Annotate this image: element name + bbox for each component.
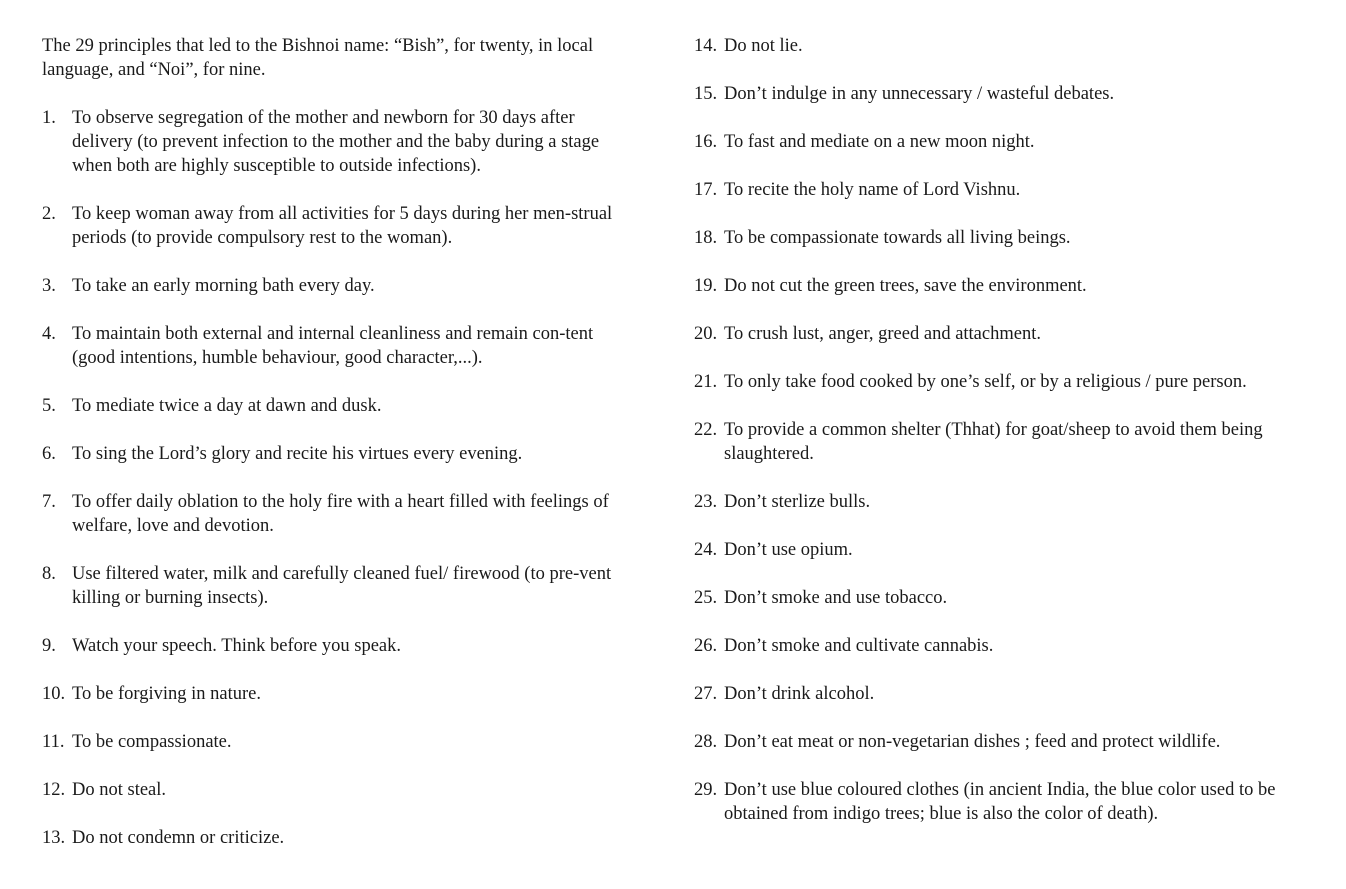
item-text: To fast and mediate on a new moon night.: [724, 132, 1035, 152]
item-number: 10.: [42, 684, 66, 704]
item-text: Do not lie.: [724, 36, 803, 56]
principles-list-left: [42, 106, 632, 850]
item-number: 27.: [694, 684, 718, 704]
item-number: 23.: [694, 492, 718, 512]
left-column: [42, 34, 632, 874]
item-number: 19.: [694, 276, 718, 296]
item-text: Do not cut the green trees, save the environment.: [724, 276, 1087, 296]
principle-item: [694, 538, 1294, 562]
item-text: To be compassionate towards all living beings.: [724, 228, 1071, 248]
principle-item: [694, 730, 1294, 754]
item-number: 22.: [694, 420, 718, 440]
item-number: 11.: [42, 732, 65, 752]
principle-item: [42, 322, 632, 370]
principle-item: [42, 490, 632, 538]
principle-item: [694, 634, 1294, 658]
item-text: Don’t indulge in any unnecessary / wasteful debates.: [724, 84, 1115, 104]
principle-item: [42, 106, 632, 178]
item-text: To mediate twice a day at dawn and dusk.: [72, 396, 382, 416]
item-text: To observe segregation of the mother and newborn for 30 days after delivery (to prevent infection to the mother and the baby during a stage when both are highly susceptible to outside infections).: [72, 108, 600, 176]
item-number: 16.: [694, 132, 718, 152]
principle-item: [42, 826, 632, 850]
principle-item: [42, 778, 632, 802]
item-number: 13.: [42, 828, 66, 848]
item-text: To provide a common shelter (Thhat) for goat/sheep to avoid them being slaughtered.: [724, 420, 1263, 464]
item-number: 9.: [42, 636, 56, 656]
item-text: Watch your speech. Think before you speak.: [72, 636, 402, 656]
principle-item: [694, 370, 1294, 394]
item-number: 14.: [694, 36, 718, 56]
item-text: To only take food cooked by one’s self, or by a religious / pure person.: [724, 372, 1247, 392]
item-text: To sing the Lord’s glory and recite his virtues every evening.: [72, 444, 523, 464]
item-text: Don’t eat meat or non-vegetarian dishes ; feed and protect wildlife.: [724, 732, 1221, 752]
item-number: 28.: [694, 732, 718, 752]
item-text: To crush lust, anger, greed and attachment.: [724, 324, 1041, 344]
item-text: To be compassionate.: [72, 732, 232, 752]
item-text: Do not steal.: [72, 780, 167, 800]
item-text: Use filtered water, milk and carefully cleaned fuel/ firewood (to pre-vent killing or burning insects).: [72, 564, 612, 608]
item-text: To offer daily oblation to the holy fire with a heart filled with feelings of welfare, love and devotion.: [72, 492, 609, 536]
item-text: Don’t smoke and cultivate cannabis.: [724, 636, 994, 656]
item-number: 25.: [694, 588, 718, 608]
item-text: Don’t sterlize bulls.: [724, 492, 871, 512]
principle-item: [42, 730, 632, 754]
principle-item: [694, 778, 1294, 826]
principle-item: [694, 418, 1294, 466]
item-text: To recite the holy name of Lord Vishnu.: [724, 180, 1021, 200]
item-number: 8.: [42, 564, 56, 584]
item-text: To maintain both external and internal cleanliness and remain con-tent (good intentions, humble behaviour, good character,...).: [72, 324, 594, 368]
item-text: To take an early morning bath every day.: [72, 276, 375, 296]
principle-item: [42, 274, 632, 298]
item-number: 20.: [694, 324, 718, 344]
item-number: 24.: [694, 540, 718, 560]
principle-item: [42, 682, 632, 706]
item-text: To keep woman away from all activities for 5 days during her men-strual periods (to provide compulsory rest to the woman).: [72, 204, 613, 248]
principle-item: [694, 34, 1294, 58]
item-text: Don’t drink alcohol.: [724, 684, 875, 704]
principle-item: [42, 442, 632, 466]
item-number: 12.: [42, 780, 66, 800]
principle-item: [694, 274, 1294, 298]
item-text: Do not condemn or criticize.: [72, 828, 285, 848]
intro-paragraph: The 29 principles that led to the Bishnoi name: “Bish”, for twenty, in local language, and “Noi”, for nine.: [42, 36, 594, 80]
principle-item: [694, 322, 1294, 346]
item-number: 21.: [694, 372, 718, 392]
principles-list-right: [694, 34, 1294, 826]
item-number: 2.: [42, 204, 56, 224]
item-text: Don’t use blue coloured clothes (in ancient India, the blue color used to be obtained from indigo trees; blue is also the color of death).: [724, 780, 1276, 824]
item-number: 4.: [42, 324, 56, 344]
item-text: To be forgiving in nature.: [72, 684, 261, 704]
right-column: [694, 34, 1294, 850]
principle-item: [694, 490, 1294, 514]
principle-item: [694, 682, 1294, 706]
principle-item: [42, 634, 632, 658]
principle-item: [694, 130, 1294, 154]
item-text: Don’t use opium.: [724, 540, 853, 560]
principle-item: [694, 226, 1294, 250]
item-number: 29.: [694, 780, 718, 800]
principle-item: [694, 82, 1294, 106]
item-number: 15.: [694, 84, 718, 104]
item-number: 6.: [42, 444, 56, 464]
principle-item: [42, 562, 632, 610]
item-number: 26.: [694, 636, 718, 656]
item-number: 1.: [42, 108, 56, 128]
principle-item: [42, 202, 632, 250]
principle-item: [42, 394, 632, 418]
item-number: 18.: [694, 228, 718, 248]
item-text: Don’t smoke and use tobacco.: [724, 588, 948, 608]
item-number: 7.: [42, 492, 56, 512]
item-number: 5.: [42, 396, 56, 416]
principle-item: [694, 586, 1294, 610]
item-number: 17.: [694, 180, 718, 200]
principle-item: [694, 178, 1294, 202]
item-number: 3.: [42, 276, 56, 296]
